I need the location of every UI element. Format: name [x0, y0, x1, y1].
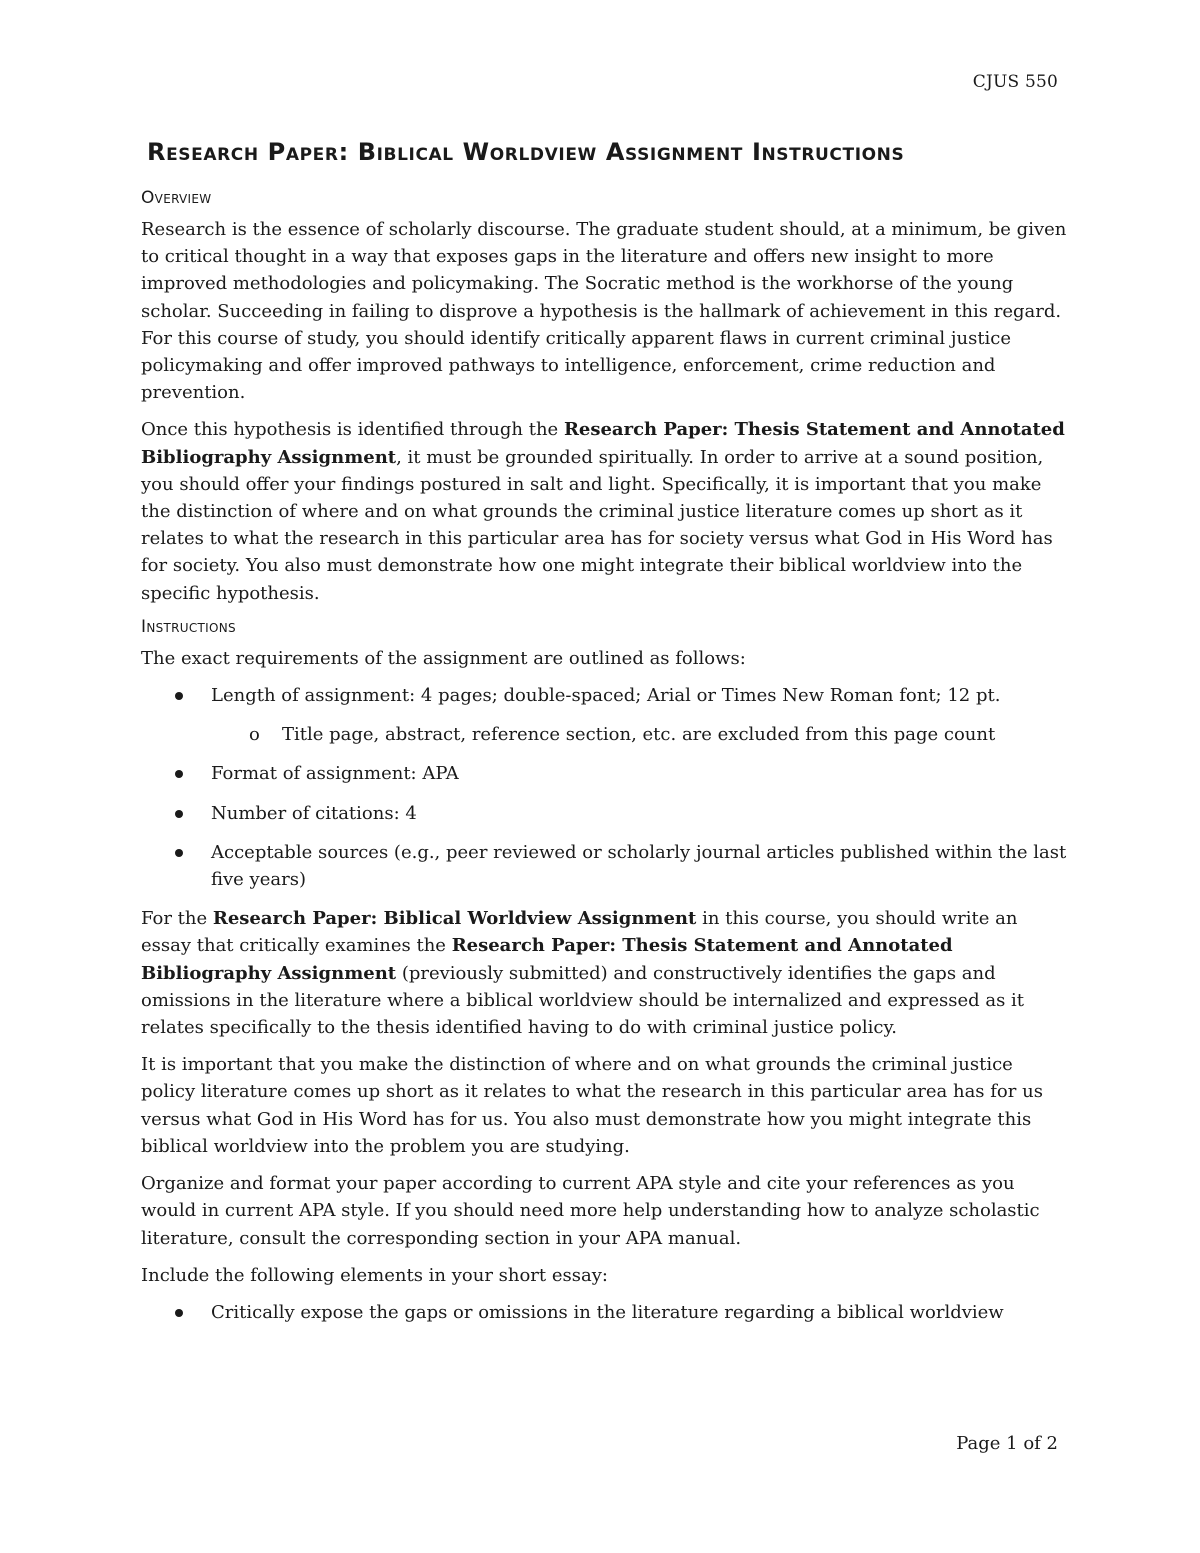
page-number: Page 1 of 2 — [956, 1433, 1058, 1454]
bullet-icon — [175, 1309, 183, 1317]
list-item — [141, 800, 1071, 827]
bullet-icon — [175, 810, 183, 818]
instructions-paragraph-1 — [141, 905, 1071, 1041]
list-item-text: Acceptable sources (e.g., peer reviewed or scholarly journal articles published within the last five years) — [211, 841, 1067, 891]
bold-assignment-reference: Research Paper: Thesis Statement and Annotated Bibliography Assignment — [141, 935, 953, 984]
requirements-sublist — [141, 721, 1071, 748]
overview-paragraph-1: Research is the essence of scholarly discourse. The graduate student should, at a minimum, be given to critical thought in a way that exposes gaps in the literature and offers new insight to more improved methodologies and policymaking. The Socratic method is the workhorse of the young scholar. Succeeding in failing to disprove a hypothesis is the hallmark of achievement in this regard. For this course of study, you should identify critically apparent flaws in current criminal justice policymaking and offer improved pathways to intelligence, enforcement, crime reduction and prevention. — [141, 219, 1067, 404]
list-item — [141, 682, 1071, 709]
list-item — [141, 839, 1071, 893]
document-title: Research Paper: Biblical Worldview Assignment Instructions — [147, 138, 905, 166]
list-item-text: Critically expose the gaps or omissions in the literature regarding a biblical worldview — [211, 1301, 1004, 1323]
text-run: Once this hypothesis is identified through the — [141, 419, 564, 441]
overview-heading: Overview — [141, 188, 212, 208]
list-item-text: Number of citations: 4 — [211, 802, 417, 824]
text-run: (previously submitted) and constructively identifies the gaps and omissions in the literature where a biblical worldview should be internalized and expressed as it relates specifically to the thesis identified having to do with criminal justice policy. — [141, 962, 1025, 1039]
text-run: For the — [141, 908, 213, 930]
bullet-icon — [175, 849, 183, 857]
sub-list-item-text: Title page, abstract, reference section, etc. are excluded from this page count — [282, 724, 996, 746]
essay-elements-list — [141, 1299, 1071, 1326]
document-body — [141, 138, 1071, 1338]
overview-paragraph-2 — [141, 416, 1071, 606]
instructions-intro: The exact requirements of the assignment are outlined as follows: — [141, 647, 746, 669]
bold-assignment-reference: Research Paper: Biblical Worldview Assignment — [212, 908, 697, 930]
bold-assignment-reference: Research Paper: Thesis Statement and Annotated Bibliography Assignment — [141, 419, 1065, 468]
bullet-icon — [175, 770, 183, 778]
list-item — [141, 1299, 1071, 1326]
instructions-paragraph-3: Organize and format your paper according to current APA style and cite your references as you would in current APA style. If you should need more help understanding how to analyze scholastic literature, consult the corresponding section in your APA manual. — [141, 1173, 1040, 1249]
requirements-list-continued — [141, 760, 1071, 893]
hollow-bullet-icon: o — [249, 724, 260, 746]
requirements-list — [141, 682, 1071, 709]
bullet-icon — [175, 692, 183, 700]
list-item-text: Format of assignment: APA — [211, 763, 459, 785]
text-run: in this course, you should write an essay that critically examines the — [141, 908, 1018, 957]
list-item-text: Length of assignment: 4 pages; double-spaced; Arial or Times New Roman font; 12 pt. — [211, 685, 1001, 707]
sub-list-item — [141, 721, 1071, 748]
course-code: CJUS 550 — [972, 72, 1058, 92]
instructions-heading: Instructions — [141, 616, 236, 637]
instructions-paragraph-2: It is important that you make the distinction of where and on what grounds the criminal justice policy literature comes up short as it relates to what the research in this particular area has for us versus what God in His Word has for us. You also must demonstrate how you might integrate this biblical worldview into the problem you are studying. — [141, 1054, 1043, 1157]
text-run: , it must be grounded spiritually. In order to arrive at a sound position, you should offer your findings postured in salt and light. Specifically, it is important that you make the distinction of where and on what grounds the criminal justice literature comes up short as it relates to what the research in this particular area has for society versus what God in His Word has for society. You also must demonstrate how one might integrate their biblical worldview into the specific hypothesis. — [141, 446, 1053, 604]
instructions-paragraph-4: Include the following elements in your short essay: — [141, 1264, 608, 1286]
list-item — [141, 760, 1071, 787]
